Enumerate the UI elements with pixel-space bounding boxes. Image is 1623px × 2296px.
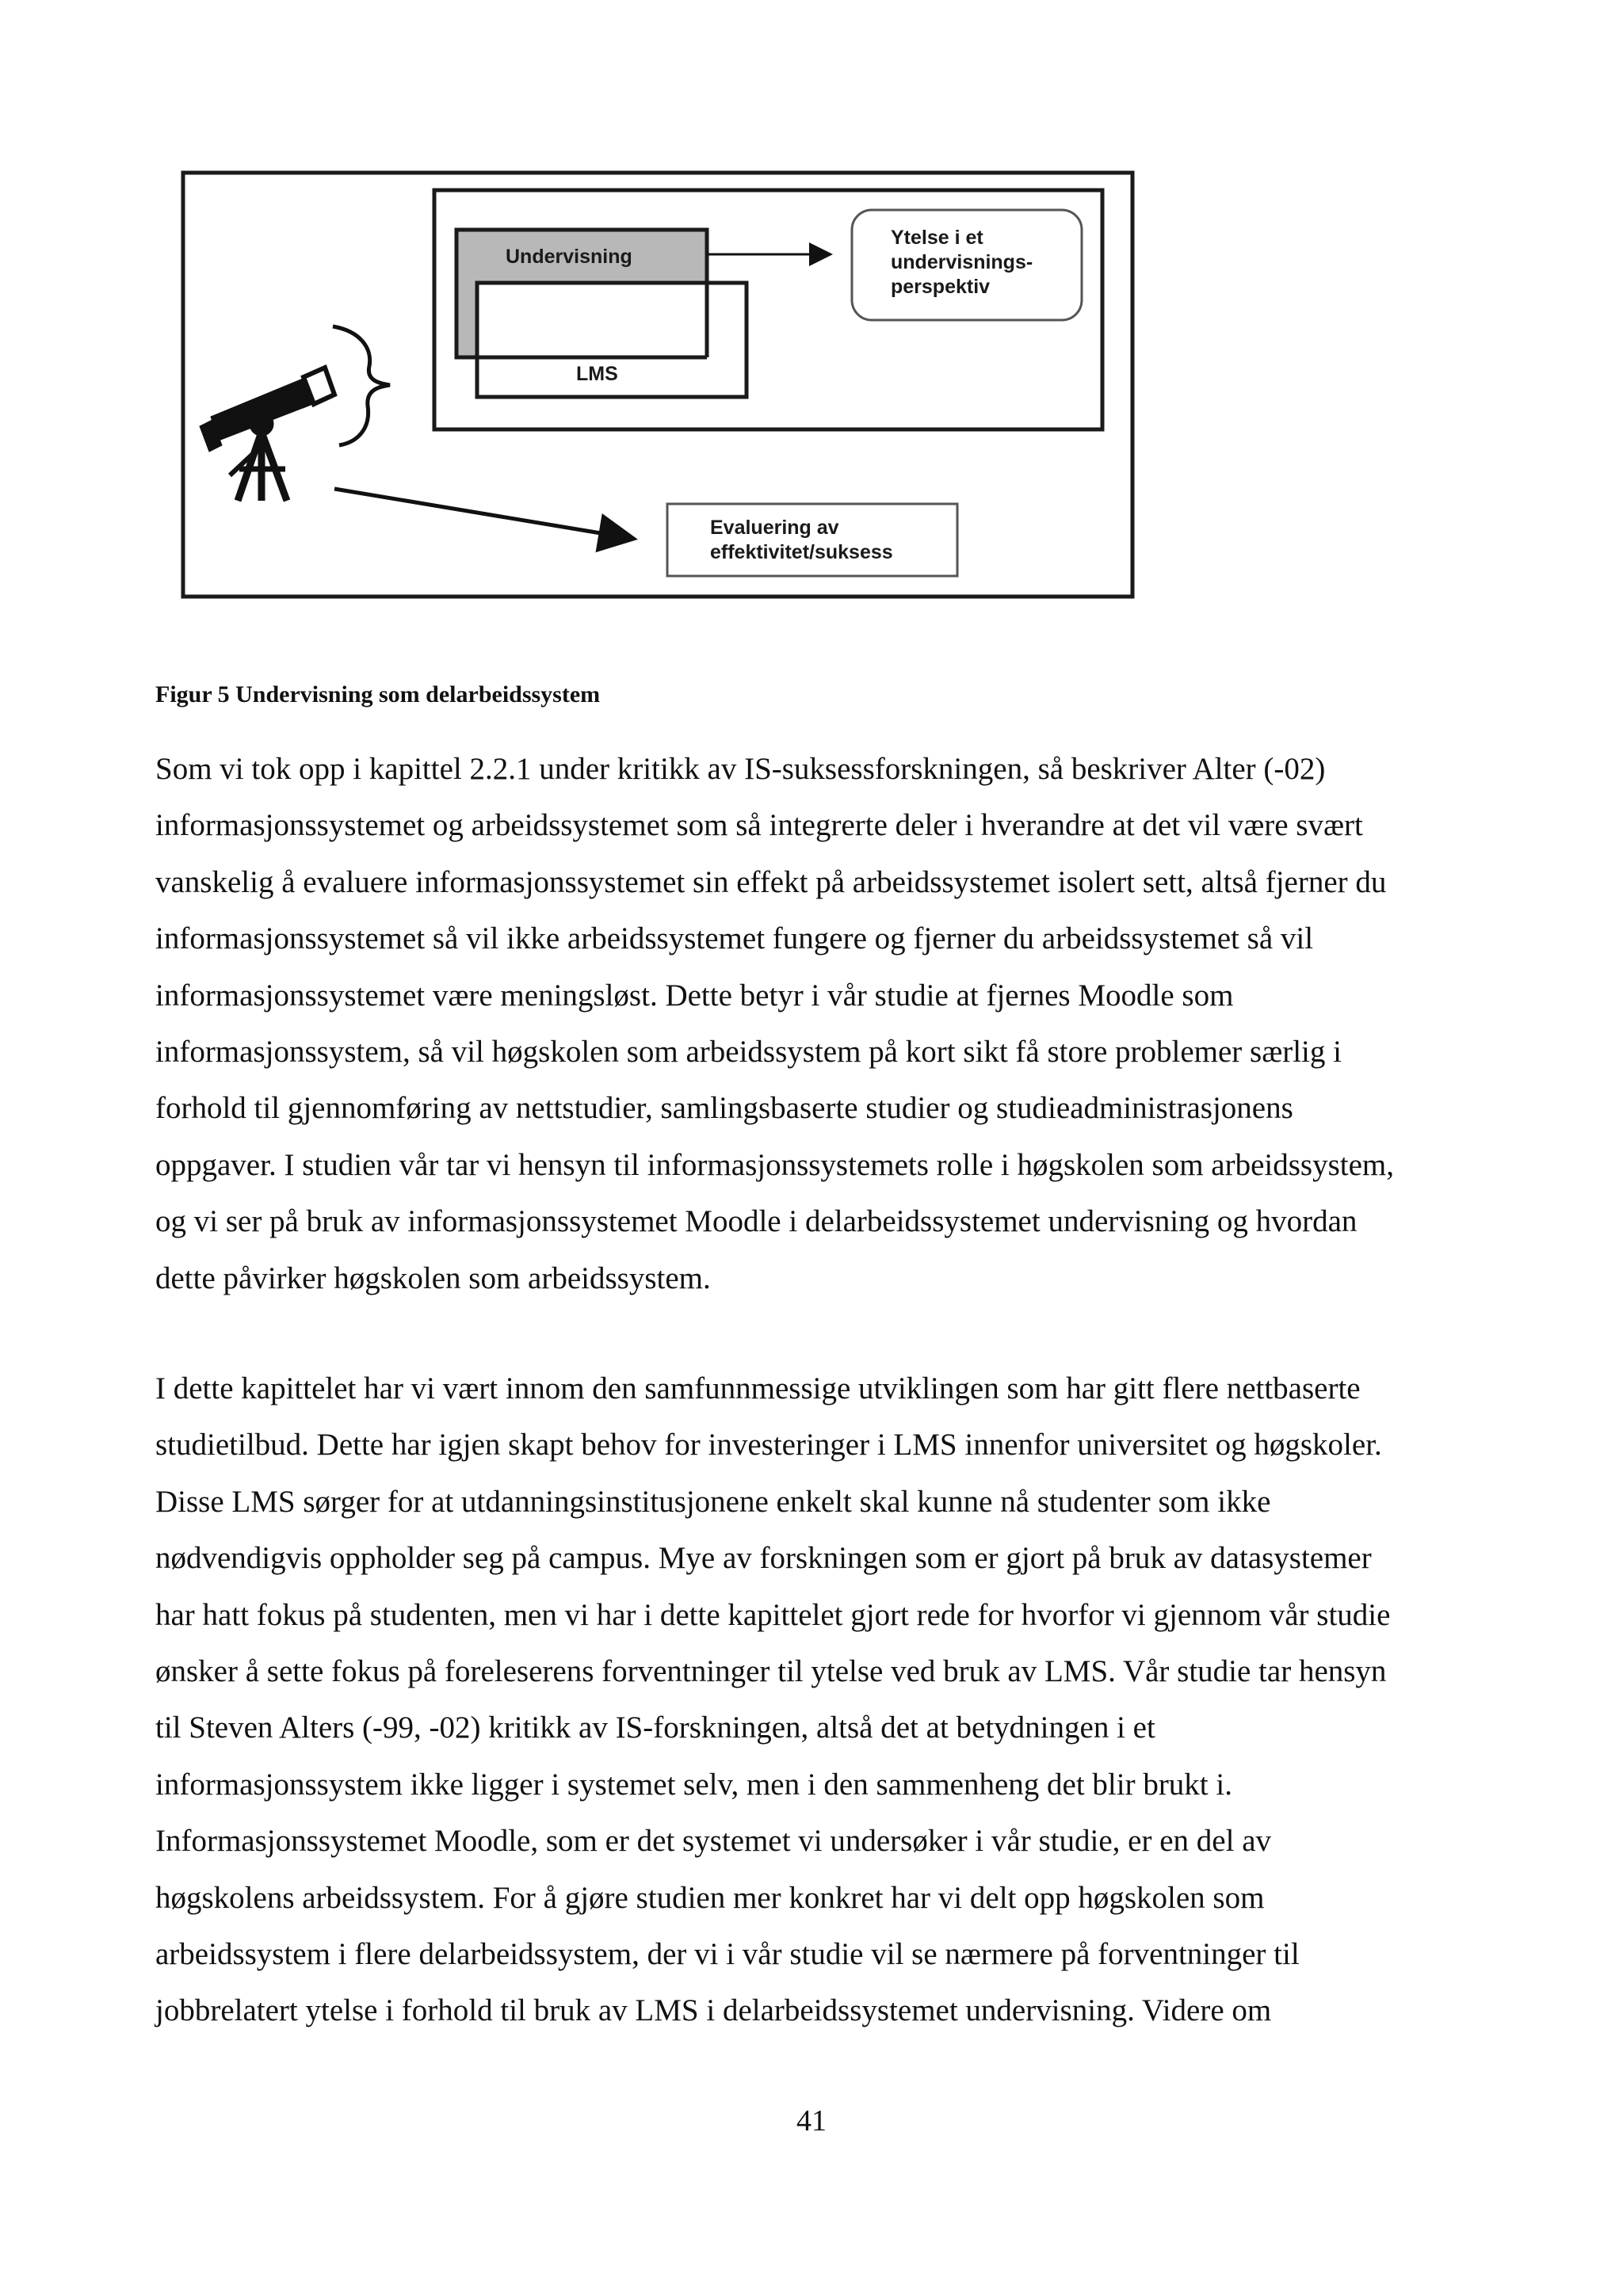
evaluation-box (667, 504, 957, 576)
paragraph-line: informasjonssystem, så vil høgskolen som arbeidssystem på kort sikt få store problemer særlig i (155, 1034, 1342, 1069)
paragraph-line: informasjonssystemet være meningsløst. Dette betyr i vår studie at fjernes Moodle som (155, 978, 1234, 1013)
performance-line-3: perspektiv (891, 276, 991, 298)
paragraph-line: studietilbud. Dette har igjen skapt behov for investeringer i LMS innenfor universitet og høgskoler. (155, 1428, 1382, 1463)
telescope-icon (200, 368, 334, 501)
figure-caption: Figur 5 Undervisning som delarbeidssystem (155, 681, 601, 707)
paragraph-line: ønsker å sette fokus på foreleserens forventninger til ytelse ved bruk av LMS. Vår studie tar hensyn (155, 1653, 1387, 1688)
paragraph-line: informasjonssystem ikke ligger i systemet selv, men i den sammenheng det blir brukt i. (155, 1767, 1232, 1802)
evaluation-line-1: Evaluering av (710, 517, 839, 539)
paragraph-line: har hatt fokus på studenten, men vi har i dette kapittelet gjort rede for hvorfor vi gjennom vår studie (155, 1597, 1391, 1632)
page-number: 41 (796, 2104, 827, 2138)
paragraph-1 (155, 741, 1394, 1306)
paragraph-line: vanskelig å evaluere informasjonssystemet sin effekt på arbeidssystemet isolert sett, altså fjerner du (155, 864, 1387, 899)
paragraph-line: I dette kapittelet har vi vært innom den samfunnmessige utviklingen som har gitt flere nettbaserte (155, 1371, 1361, 1405)
brace-icon (333, 326, 390, 445)
figure-diagram (0, 0, 1623, 634)
paragraph-line: jobbrelatert ytelse i forhold til bruk av LMS i delarbeidssystemet undervisning. Videre om (155, 1993, 1272, 2028)
paragraph-line: til Steven Alters (-99, -02) kritikk av IS-forskningen, altså det at betydningen i et (155, 1711, 1155, 1745)
paragraph-line: Informasjonssystemet Moodle, som er det systemet vi undersøker i vår studie, er en del av (155, 1824, 1271, 1859)
paragraph-line: høgskolens arbeidssystem. For å gjøre studien mer konkret har vi delt opp høgskolen som (155, 1880, 1265, 1915)
evaluation-line-2: effektivitet/suksess (710, 541, 893, 563)
paragraph-line: arbeidssystem i flere delarbeidssystem, der vi i vår studie vil se nærmere på forventninger til (155, 1936, 1300, 1971)
paragraph-line: informasjonssystemet så vil ikke arbeidssystemet fungere og fjerner du arbeidssystemet så vil (155, 921, 1314, 956)
paragraph-line: nødvendigvis oppholder seg på campus. Mye av forskningen som er gjort på bruk av datasystemer (155, 1541, 1372, 1576)
performance-line-1: Ytelse i et (891, 227, 983, 249)
paragraph-line: forhold til gjennomføring av nettstudier, samlingsbaserte studier og studieadministrasjonens (155, 1091, 1293, 1126)
paragraph-line: informasjonssystemet og arbeidssystemet som så integrerte deler i hverandre at det vil være svært (155, 808, 1363, 843)
paragraph-line: og vi ser på bruk av informasjonssystemet Moodle i delarbeidssystemet undervisning og hvordan (155, 1204, 1358, 1239)
teaching-label: Undervisning (506, 246, 632, 268)
paragraph-line: Som vi tok opp i kapittel 2.2.1 under kritikk av IS-suksessforskningen, så beskriver Alter (-02) (155, 752, 1326, 786)
paragraph-line: dette påvirker høgskolen som arbeidssystem. (155, 1261, 711, 1295)
lms-label: LMS (576, 363, 618, 385)
paragraph-line: oppgaver. I studien vår tar vi hensyn til informasjonssystemets rolle i høgskolen som arbeidssystem, (155, 1147, 1395, 1182)
performance-line-2: undervisnings- (891, 251, 1033, 273)
paragraph-2 (155, 1360, 1390, 2039)
paragraph-line: Disse LMS sørger for at utdanningsinstitusjonene enkelt skal kunne nå studenter som ikke (155, 1484, 1271, 1519)
arrow-to-evaluation (334, 489, 634, 539)
